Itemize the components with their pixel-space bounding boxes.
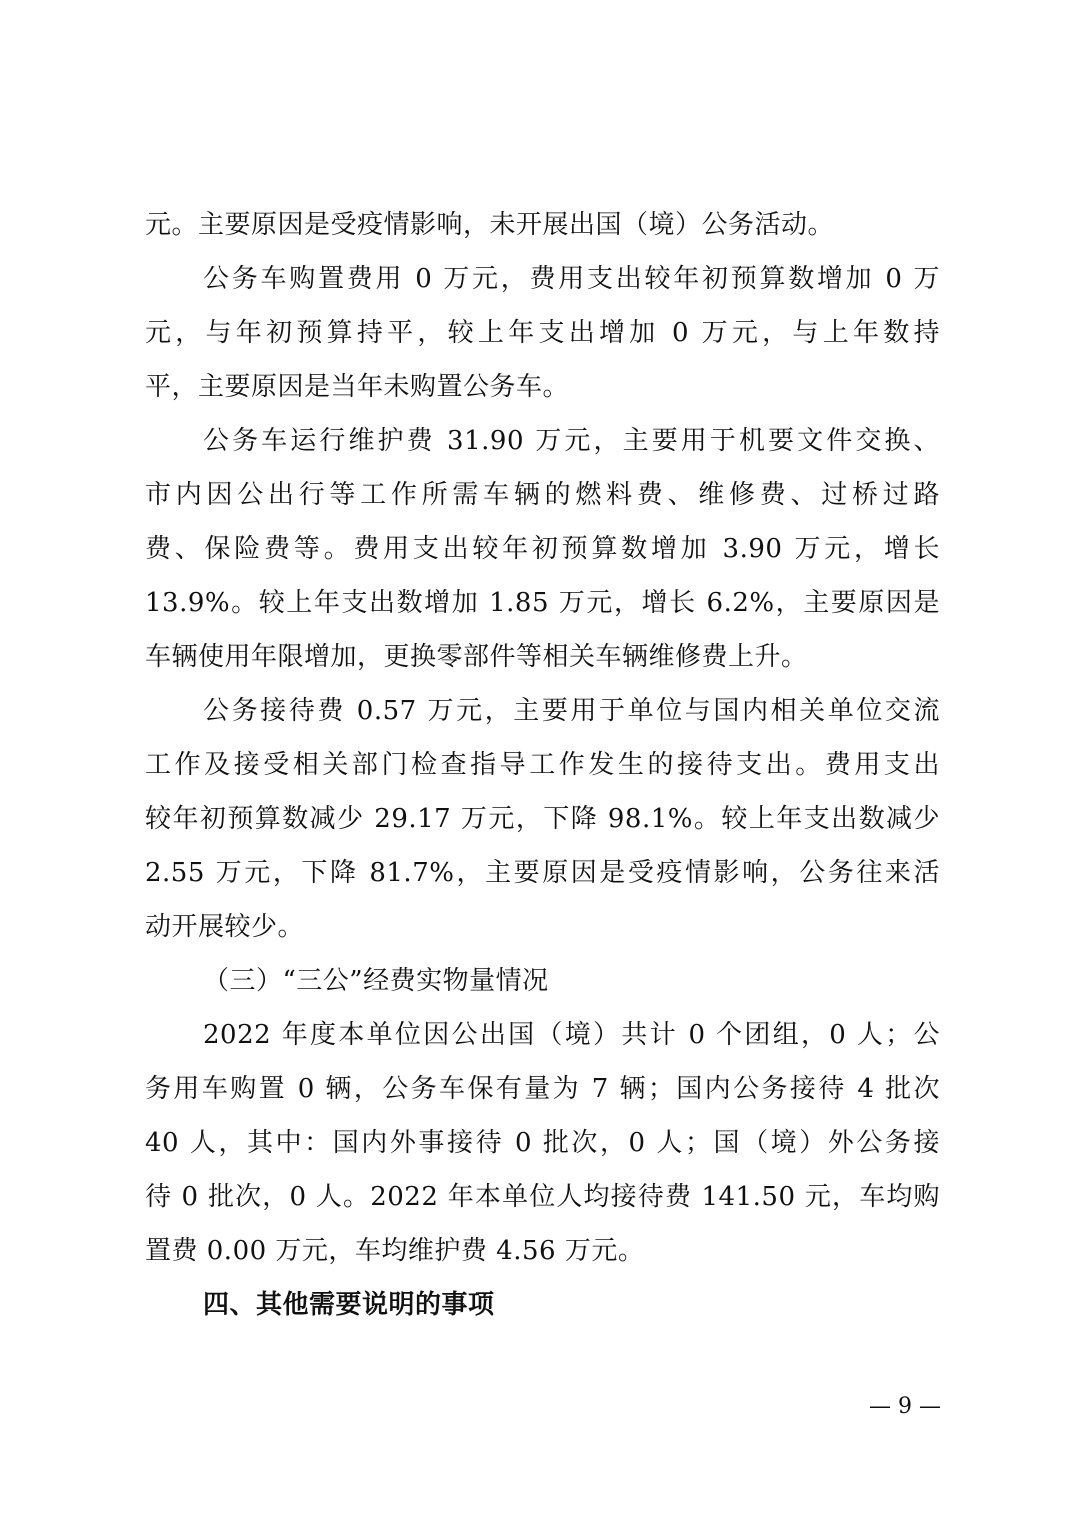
- document-body: [145, 198, 940, 1332]
- paragraph-line: 务用车购置 0 辆，公务车保有量为 7 辆；国内公务接待 4 批次: [145, 1074, 940, 1104]
- paragraph-line: 动开展较少。: [145, 912, 305, 942]
- paragraph-line: 2.55 万元，下降 81.7%，主要原因是受疫情影响，公务往来活: [145, 858, 940, 888]
- paragraph-line: 2022 年度本单位因公出国（境）共计 0 个团组，0 人；公: [203, 1020, 940, 1050]
- paragraph-line: 40 人，其中：国内外事接待 0 批次，0 人；国（境）外公务接: [145, 1128, 940, 1158]
- paragraph-line: 公务车运行维护费 31.90 万元，主要用于机要文件交换、: [203, 426, 940, 456]
- page-number: — 9 —: [869, 1394, 941, 1419]
- paragraph-line: 工作及接受相关部门检查指导工作发生的接待支出。费用支出: [145, 750, 940, 780]
- paragraph-line: 待 0 批次，0 人。2022 年本单位人均接待费 141.50 元，车均购: [145, 1182, 940, 1212]
- paragraph-line: 平，主要原因是当年未购置公务车。: [145, 372, 570, 402]
- paragraph-line: 公务车购置费用 0 万元，费用支出较年初预算数增加 0 万: [203, 264, 940, 294]
- paragraph-line: 元。主要原因是受疫情影响，未开展出国（境）公务活动。: [145, 210, 835, 240]
- paragraph-line: 公务接待费 0.57 万元，主要用于单位与国内相关单位交流: [203, 696, 940, 726]
- paragraph-line: 13.9%。较上年支出数增加 1.85 万元，增长 6.2%，主要原因是: [145, 588, 940, 618]
- subheading: （三）“三公”经费实物量情况: [203, 966, 549, 996]
- paragraph-line: 较年初预算数减少 29.17 万元，下降 98.1%。较上年支出数减少: [145, 804, 940, 834]
- paragraph-line: 车辆使用年限增加，更换零部件等相关车辆维修费上升。: [145, 642, 808, 672]
- paragraph-line: 元，与年初预算持平，较上年支出增加 0 万元，与上年数持: [145, 318, 940, 348]
- paragraph-line: 费、保险费等。费用支出较年初预算数增加 3.90 万元，增长: [145, 534, 940, 564]
- paragraph-line: 置费 0.00 万元，车均维护费 4.56 万元。: [145, 1236, 645, 1266]
- paragraph-line: 市内因公出行等工作所需车辆的燃料费、维修费、过桥过路: [145, 480, 940, 510]
- section-heading: 四、其他需要说明的事项: [203, 1290, 495, 1320]
